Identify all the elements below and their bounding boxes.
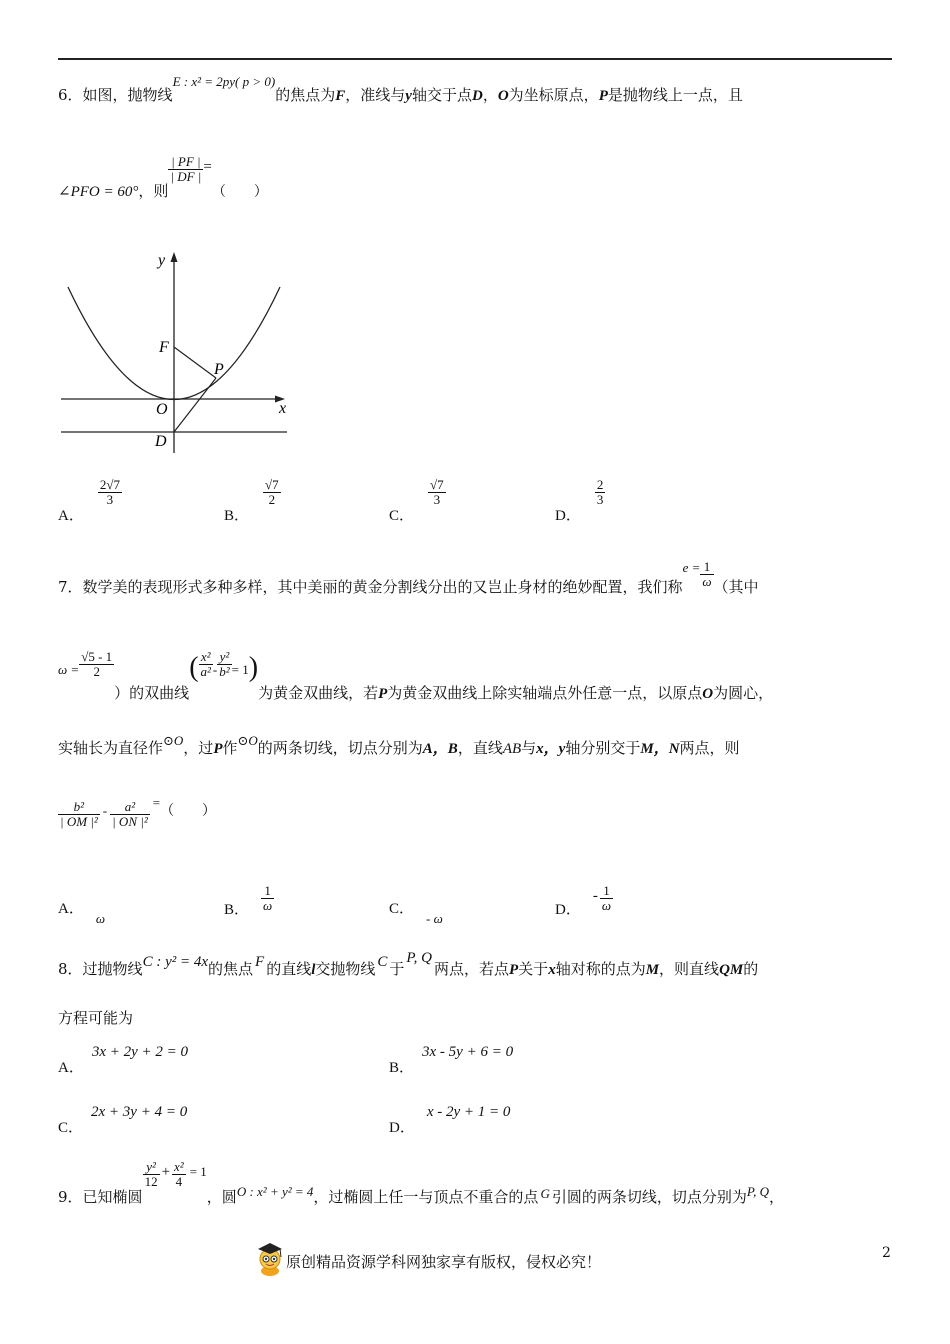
q7-option-a: A．ω xyxy=(58,901,106,926)
q8-option-b: B．3x - 5y + 6 = 0 xyxy=(389,1044,514,1076)
q8-line1: 8．过抛物线C : y² = 4x的焦点 F 的直线l交抛物线 C 于P, Q两点，若点P关于x轴对称的点为M，则直线QM的 xyxy=(58,950,759,978)
header-rule xyxy=(58,58,892,60)
q6-angle: ∠PFO = 60° xyxy=(58,184,139,200)
fig-label-O: O xyxy=(156,401,168,418)
q6-option-c: C． $\frac{√7}{3}$ xyxy=(389,477,444,524)
q7-line3: 实轴长为直径作⊙O，过P作⊙O的两条切线，切点分别为A，B，直线AB与x，y轴分别交于M，N两点，则 xyxy=(58,733,740,757)
segment-PD xyxy=(174,378,216,432)
q8-equation: C : y² = 4x xyxy=(142,954,208,970)
q6-line2: ∠PFO = 60°，则 $\frac{| PF |}{| DF |}$ =（ ） xyxy=(58,154,268,200)
fig-label-F: F xyxy=(159,339,169,356)
q6-option-a: A． $\frac{2√7}{3}$ xyxy=(58,477,120,524)
fig-label-x: x xyxy=(279,400,287,417)
q8-option-a: A．3x + 2y + 2 = 0 xyxy=(58,1044,189,1076)
q7-line1: 7．数学美的表现形式多种多样，其中美丽的黄金分割线分出的又岂止身材的绝妙配置，我们称e = $\frac{1}{\omega}$ （其中 xyxy=(58,559,759,596)
footer xyxy=(254,1245,601,1281)
q8-number: 8． xyxy=(58,960,83,978)
q7-e-fraction: $\frac{1}{\omega}$ xyxy=(702,559,712,590)
y-axis-arrow-icon xyxy=(171,252,178,262)
q8-option-d: D．x - 2y + 1 = 0 xyxy=(389,1104,511,1136)
q6-fraction: $\frac{| PF |}{| DF |}$ xyxy=(170,154,202,185)
q8-option-c: C．2x + 3y + 4 = 0 xyxy=(58,1104,188,1136)
q6-option-d: D． $\frac{2}{3}$ xyxy=(555,477,604,524)
q8-line2: 方程可能为 xyxy=(58,1009,134,1027)
q7-line2: ω = $\frac{√5 - 1}{2}$ ）的双曲线( $\frac{\text{x²}}{\text{a²}}$ - $\frac{\text{y²}}{\text{b²}}$ = 1)为黄金双曲线，若P为黄金双曲线上除实轴端点外任意一点，以原点O为圆心， xyxy=(58,649,774,702)
q7-option-c: C．- ω xyxy=(389,901,443,926)
q7-option-b: B． $\frac{1}{\omega}$ xyxy=(224,883,273,918)
q9-number: 9． xyxy=(58,1188,83,1206)
q7-omega-fraction: $\frac{√5 - 1}{2}$ xyxy=(81,649,113,680)
segment-FP xyxy=(174,347,216,378)
q7-expression: $\frac{\text{b²}}{\text{| OM |²}}$ - $\frac{\text{a²}}{\text{| ON |²}}$ =（ ） xyxy=(60,795,217,830)
page-number: 2 xyxy=(882,1245,891,1261)
mascot-icon xyxy=(254,1241,286,1277)
footer-copyright: 原创精品资源学科网独家享有版权，侵权必究！ xyxy=(286,1253,602,1271)
q6-number: 6． xyxy=(58,86,83,104)
q6-parabola-figure xyxy=(55,248,305,463)
q6-line1: 6．如图，抛物线E : x² = 2py( p > 0)的焦点为F，准线与y轴交于点D，O为坐标原点，P是抛物线上一点，且 xyxy=(58,74,743,104)
q7-number: 7． xyxy=(58,578,83,596)
q6-equation: E : x² = 2py( p > 0) xyxy=(172,74,276,89)
q6-option-b: B． $\frac{√7}{2}$ xyxy=(224,477,279,524)
fig-label-P: P xyxy=(214,361,224,378)
fig-label-y: y xyxy=(158,252,166,269)
q7-option-d: D．- $\frac{1}{\omega}$ xyxy=(555,883,612,918)
fig-label-D: D xyxy=(155,433,167,450)
q9-line1: 9．已知椭圆 $\frac{\text{y²}}{12}$ + $\frac{\text{x²}}{4}$ = 1，圆O : x² + y² = 4，过椭圆上任一与顶点不重合的点 G 引圆的两条切线，切点分别为P, Q， xyxy=(58,1159,785,1206)
